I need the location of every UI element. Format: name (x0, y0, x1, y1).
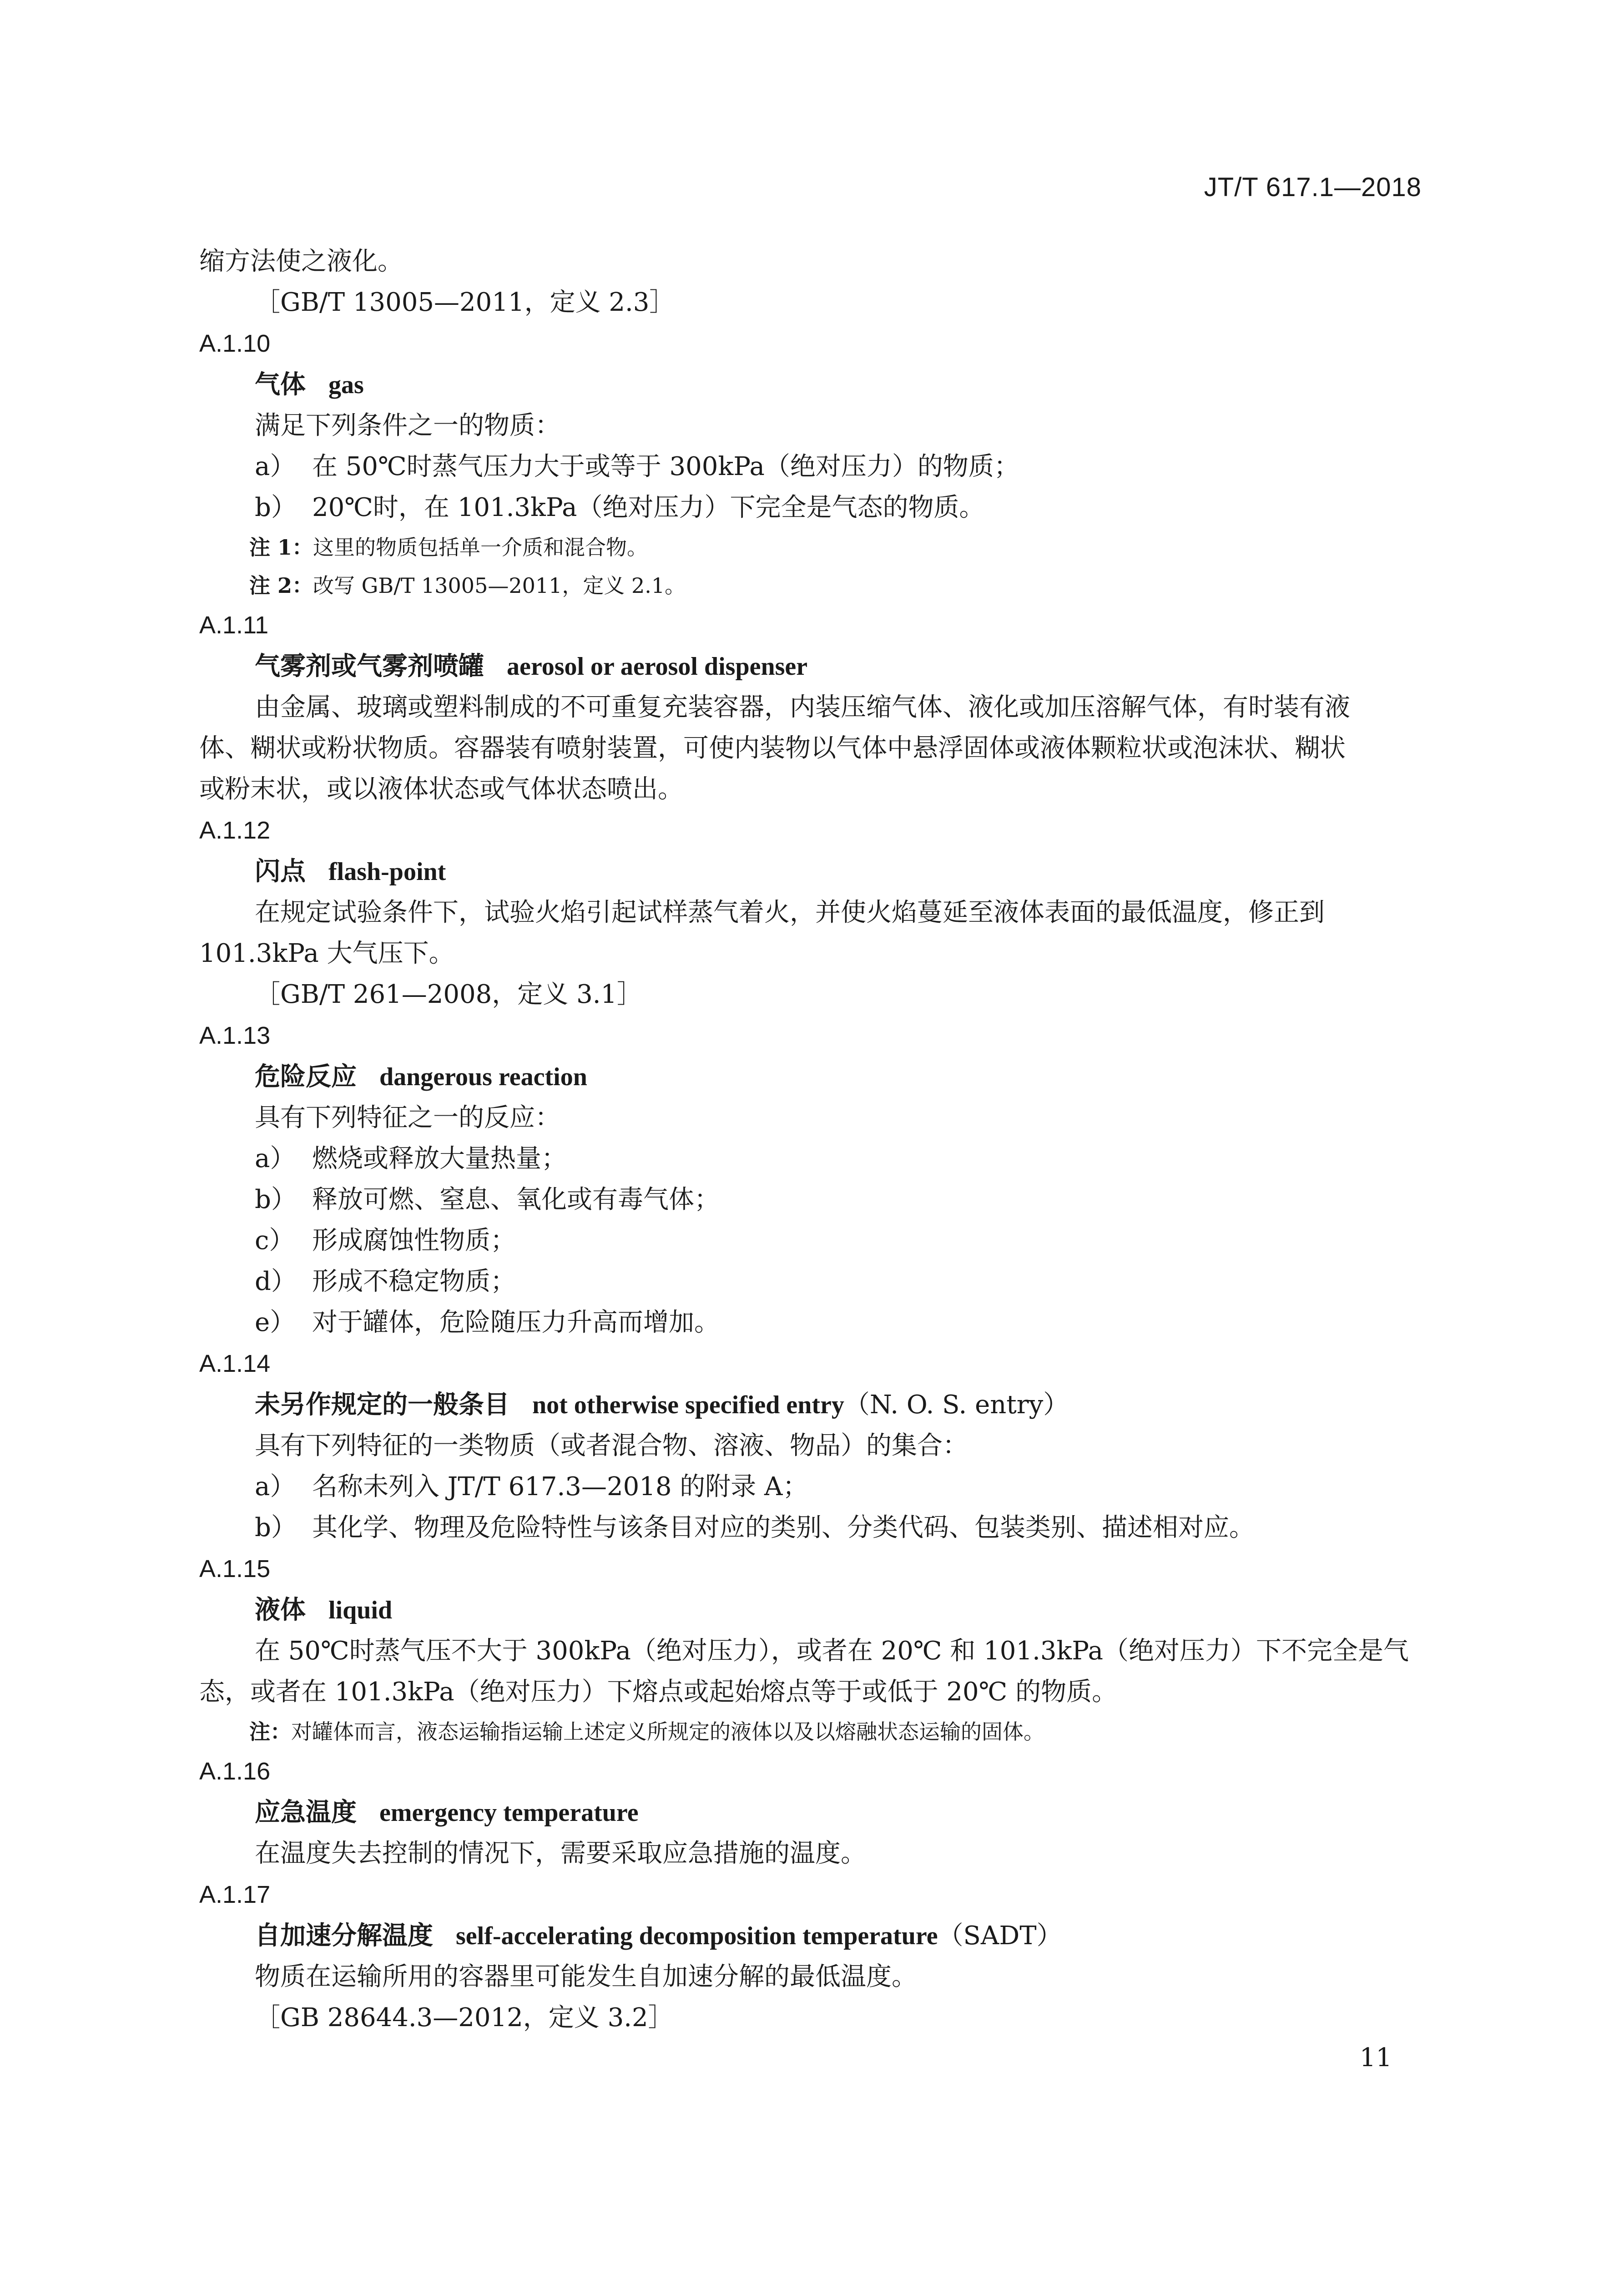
term-abbreviation: （N. O. S. entry） (844, 1390, 1069, 1420)
list-key: b） (255, 493, 297, 522)
term-zh: 危险反应 (255, 1062, 357, 1092)
term-en: dangerous reaction (379, 1063, 587, 1091)
term-heading (199, 1589, 1423, 1631)
term-zh: 自加速分解温度 (255, 1921, 433, 1951)
source-reference: ［GB 28644.3—2012，定义 3.2］ (255, 2003, 674, 2032)
term-en: flash-point (328, 858, 446, 886)
list-item (199, 1179, 1423, 1220)
source-reference: ［GB/T 13005—2011，定义 2.3］ (255, 288, 675, 317)
list-key: e） (255, 1308, 296, 1337)
list-key: a） (255, 452, 296, 481)
definition-line: 101.3kPa 大气压下。 (199, 939, 454, 968)
list-item (199, 1261, 1423, 1302)
term-abbreviation: （SADT） (938, 1921, 1062, 1951)
list-text: 在 50℃时蒸气压力大于或等于 300kPa（绝对压力）的物质； (312, 452, 1019, 481)
list-text: 其化学、物理及危险特性与该条目对应的类别、分类代码、包装类别、描述相对应。 (312, 1513, 1255, 1542)
term-heading (199, 1056, 1423, 1097)
term-zh: 闪点 (255, 856, 306, 886)
list-key: c） (255, 1226, 295, 1255)
continuation-text: 缩方法使之液化。 (199, 247, 403, 276)
list-text: 对于罐体，危险随压力升高而增加。 (312, 1308, 720, 1337)
list-key: d） (255, 1267, 297, 1296)
term-en: aerosol or aerosol dispenser (507, 652, 808, 681)
definition-line: 或粉末状，或以液体状态或气体状态喷出。 (199, 774, 683, 804)
term-heading (199, 646, 1423, 687)
note (199, 566, 1423, 605)
page-number: 11 (1359, 2043, 1392, 2073)
definition-line: 在 50℃时蒸气压不大于 300kPa（绝对压力），或者在 20℃ 和 101.3kPa（绝对压力）下不完全是气 (255, 1636, 1409, 1666)
list-key: b） (255, 1185, 297, 1214)
list-text: 20℃时，在 101.3kPa（绝对压力）下完全是气态的物质。 (312, 493, 985, 522)
term-en: emergency temperature (379, 1799, 639, 1827)
term-en: self-accelerating decomposition temperature (456, 1922, 938, 1950)
list-key: a） (255, 1144, 296, 1173)
list-text: 燃烧或释放大量热量； (312, 1144, 567, 1173)
clause-number: A.1.13 (199, 1022, 271, 1049)
definition-line: 在温度失去控制的情况下，需要采取应急措施的温度。 (255, 1839, 866, 1868)
list-item (199, 487, 1423, 528)
clause-number: A.1.17 (199, 1881, 271, 1908)
document-code: JT/T 617.1—2018 (1204, 172, 1422, 202)
term-zh: 应急温度 (255, 1797, 357, 1827)
clause-number: A.1.10 (199, 330, 271, 357)
definition-line: 体、糊状或粉状物质。容器装有喷射装置，可使内装物以气体中悬浮固体或液体颗粒状或泡沫状、糊状 (199, 733, 1346, 763)
note-text: 对罐体而言，液态运输指运输上述定义所规定的液体以及以熔融状态运输的固体。 (291, 1719, 1044, 1744)
definition-line: 由金属、玻璃或塑料制成的不可重复充装容器，内装压缩气体、液化或加压溶解气体，有时装有液 (255, 693, 1350, 722)
definition-line: 态，或者在 101.3kPa（绝对压力）下熔点或起始熔点等于或低于 20℃ 的物质。 (199, 1677, 1118, 1707)
clause-number: A.1.15 (199, 1555, 271, 1582)
term-zh: 未另作规定的一般条目 (255, 1390, 509, 1420)
list-text: 名称未列入 JT/T 617.3—2018 的附录 A； (312, 1472, 808, 1502)
term-heading (199, 1915, 1423, 1956)
term-heading (199, 851, 1423, 892)
note-text: 这里的物质包括单一介质和混合物。 (313, 535, 648, 560)
page-body (199, 241, 1423, 2038)
list-key: a） (255, 1472, 296, 1502)
term-en: gas (328, 371, 364, 399)
note-text: 改写 GB/T 13005—2011，定义 2.1。 (313, 573, 686, 598)
term-en: liquid (328, 1596, 393, 1624)
note-label: 注： (249, 1719, 291, 1744)
note-label: 注 2： (249, 573, 313, 598)
list-text: 释放可燃、窒息、氧化或有毒气体； (312, 1185, 720, 1214)
clause-number: A.1.12 (199, 817, 271, 844)
clause-number: A.1.14 (199, 1350, 271, 1377)
list-item (199, 446, 1423, 487)
term-heading (199, 364, 1423, 405)
definition-line: 在规定试验条件下，试验火焰引起试样蒸气着火，并使火焰蔓延至液体表面的最低温度，修正到 (255, 898, 1325, 927)
list-key: b） (255, 1513, 297, 1542)
term-heading (199, 1792, 1423, 1833)
definition-line: 物质在运输所用的容器里可能发生自加速分解的最低温度。 (255, 1962, 917, 1992)
note-label: 注 1： (249, 535, 313, 560)
list-item (199, 1507, 1423, 1548)
list-item (199, 1220, 1423, 1261)
list-text: 形成腐蚀性物质； (312, 1226, 516, 1255)
term-heading (199, 1384, 1423, 1426)
definition-intro: 具有下列特征的一类物质（或者混合物、溶液、物品）的集合： (255, 1431, 968, 1461)
term-zh: 气体 (255, 369, 306, 399)
term-zh: 气雾剂或气雾剂喷罐 (255, 651, 484, 681)
note (199, 528, 1423, 566)
definition-intro: 具有下列特征之一的反应： (255, 1103, 560, 1132)
list-text: 形成不稳定物质； (312, 1267, 516, 1296)
clause-number: A.1.16 (199, 1758, 271, 1785)
term-en: not otherwise specified entry (532, 1391, 844, 1419)
term-zh: 液体 (255, 1595, 306, 1625)
list-item (199, 1302, 1423, 1343)
definition-intro: 满足下列条件之一的物质： (255, 411, 560, 440)
list-item (199, 1138, 1423, 1179)
note (199, 1713, 1423, 1751)
list-item (199, 1466, 1423, 1507)
clause-number: A.1.11 (199, 612, 269, 639)
source-reference: ［GB/T 261—2008，定义 3.1］ (255, 980, 643, 1009)
